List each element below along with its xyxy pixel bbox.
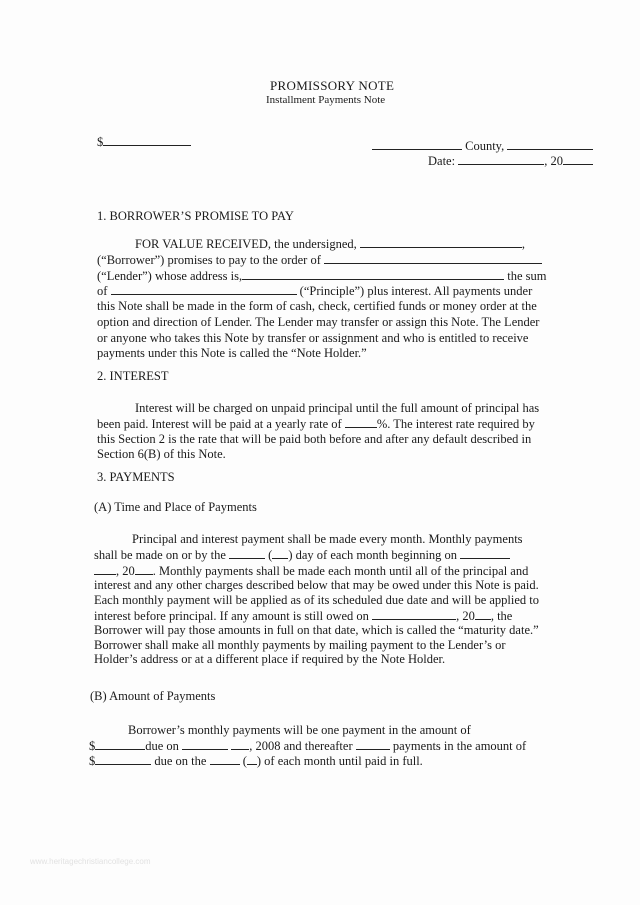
section-1-text: FOR VALUE RECEIVED, the undersigned,: [135, 237, 357, 251]
section-1-text: (“Principle”) plus interest. All payments under: [299, 284, 533, 298]
section-3b-text: payments in the amount of: [392, 739, 527, 753]
section-1-heading: 1. BORROWER’S PROMISE TO PAY: [97, 209, 294, 223]
watermark: www.heritagechristiancollege.com: [30, 857, 151, 866]
section-3b-text: $: [89, 754, 96, 768]
section-1-line-1: [135, 236, 525, 252]
county-extra-blank[interactable]: [507, 138, 593, 150]
county-label: County,: [465, 139, 505, 153]
section-1-line-7: or anyone who takes this Note by transfer or assignment and who is entitled to receive: [97, 331, 529, 345]
payment-day-number-blank[interactable]: [272, 547, 288, 559]
first-payment-amount-blank[interactable]: [95, 738, 145, 750]
section-3b-text: due on the: [154, 754, 207, 768]
maturity-year-blank[interactable]: [475, 608, 491, 620]
section-3b-text: (: [242, 754, 247, 768]
interest-rate-blank[interactable]: [345, 416, 377, 428]
section-1-text: ,: [521, 237, 525, 251]
section-1-text: of: [97, 284, 108, 298]
section-3b-text: due on: [145, 739, 179, 753]
section-3a-line-4: interest and any other charges described below that may be owed under this Note is paid.: [94, 578, 539, 592]
section-1-text: (“Lender”) whose address is,: [97, 269, 243, 283]
document-title: PROMISSORY NOTE: [270, 78, 395, 93]
amount-field[interactable]: [97, 134, 191, 150]
section-3b-text: $: [89, 739, 96, 753]
section-3a-text: . Monthly payments shall be made each month until all of the principal and: [152, 564, 529, 578]
county-field[interactable]: [372, 138, 593, 154]
date-label: Date:: [428, 154, 456, 168]
section-3a-line-8: Borrower shall make all monthly payments by mailing payment to the Lender’s or: [94, 638, 506, 652]
section-3b-line-2: [89, 738, 526, 754]
section-3a-line-9: Holder’s address or at a different place if required by the Note Holder.: [94, 652, 446, 666]
monthly-day-blank[interactable]: [210, 753, 240, 765]
section-3a-line-2: [94, 547, 510, 563]
section-1-text: the sum: [507, 269, 547, 283]
lender-address-blank[interactable]: [242, 268, 504, 280]
section-3a-text: , 20: [116, 564, 135, 578]
section-3b-line-3: [89, 753, 423, 769]
monthly-day-number-blank[interactable]: [247, 753, 257, 765]
borrower-name-blank[interactable]: [360, 236, 522, 248]
begin-year-blank[interactable]: [135, 563, 153, 575]
section-1-text: (“Borrower”) promises to pay to the order of: [97, 253, 321, 267]
amount-symbol: $: [97, 135, 104, 149]
county-name-blank[interactable]: [372, 138, 462, 150]
section-2-line-4: Section 6(B) of this Note.: [97, 447, 226, 461]
section-1-line-2: [97, 252, 542, 268]
section-1-line-5: this Note shall be made in the form of cash, check, certified funds or money order at the: [97, 299, 537, 313]
section-3a-line-6: [94, 608, 512, 624]
principal-amount-blank[interactable]: [111, 283, 297, 295]
section-2-text: been paid. Interest will be paid at a yearly rate of: [97, 417, 342, 431]
section-1-line-4: [97, 283, 532, 299]
section-3b-heading: (B) Amount of Payments: [90, 689, 216, 703]
section-3a-text: shall be made on or by the: [94, 548, 226, 562]
payment-day-blank[interactable]: [229, 547, 265, 559]
section-3a-text: interest before principal. If any amount is still owed on: [94, 609, 369, 623]
section-2-heading: 2. INTEREST: [97, 369, 169, 383]
date-field[interactable]: [428, 153, 593, 169]
section-3b-line-1: Borrower’s monthly payments will be one payment in the amount of: [128, 723, 471, 737]
section-2-text: %. The interest rate required by: [376, 417, 535, 431]
first-payment-month-blank[interactable]: [182, 738, 228, 750]
section-3a-text: (: [268, 548, 273, 562]
begin-month-blank[interactable]: [460, 547, 510, 559]
section-3a-text: , the: [490, 609, 513, 623]
section-2-line-2: [97, 416, 535, 432]
begin-day-blank[interactable]: [94, 563, 116, 575]
maturity-date-blank[interactable]: [372, 608, 456, 620]
section-3a-text: ) day of each month beginning on: [288, 548, 458, 562]
lender-name-blank[interactable]: [324, 252, 542, 264]
section-3a-heading: (A) Time and Place of Payments: [94, 500, 257, 514]
section-1-line-3: [97, 268, 546, 284]
section-3a-text: , 20: [456, 609, 475, 623]
section-3a-line-5: Each monthly payment will be applied as of its scheduled due date and will be applied to: [94, 593, 540, 607]
amount-blank[interactable]: [103, 134, 191, 146]
section-3-heading: 3. PAYMENTS: [97, 470, 175, 484]
section-3a-line-7: Borrower will pay those amounts in full on that date, which is called the “maturity date.”: [94, 623, 539, 637]
section-2-line-1: Interest will be charged on unpaid principal until the full amount of principal has: [135, 401, 540, 415]
section-1-line-6: option and direction of Lender. The Lender may transfer or assign this Note. The Lender: [97, 315, 540, 329]
monthly-amount-blank[interactable]: [95, 753, 151, 765]
section-3b-text: , 2008 and thereafter: [249, 739, 353, 753]
date-year-label: , 20: [544, 154, 563, 168]
section-3b-text: ) of each month until paid in full.: [256, 754, 423, 768]
section-3a-line-3: [94, 563, 528, 579]
payment-count-blank[interactable]: [356, 738, 390, 750]
section-2-line-3: this Section 2 is the rate that will be paid both before and after any default described in: [97, 432, 532, 446]
first-payment-day-blank[interactable]: [231, 738, 249, 750]
section-3a-line-1: Principal and interest payment shall be made every month. Monthly payments: [132, 532, 523, 546]
document-subtitle: Installment Payments Note: [266, 94, 386, 106]
date-year-blank[interactable]: [563, 153, 593, 165]
date-blank[interactable]: [458, 153, 544, 165]
section-1-line-8: payments under this Note is called the “Note Holder.”: [97, 346, 367, 360]
